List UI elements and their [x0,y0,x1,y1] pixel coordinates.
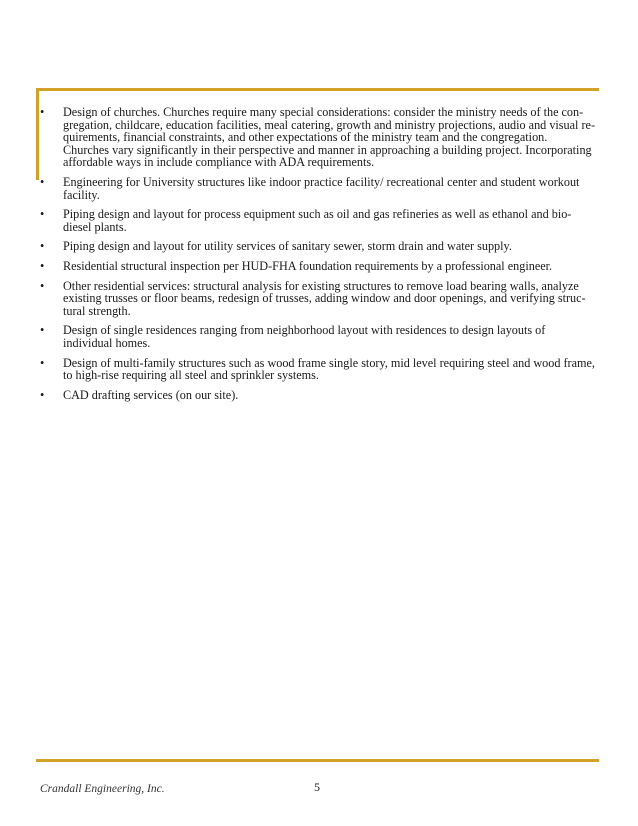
list-item: • Design of churches. Churches require many special considerations: consider the ministry needs of the con-gregation, childcare, education facilities, meal catering, growth and ministry projections, audio and visual re-quirements, financial constraints, and other expectations of the ministry team and the congregation. Churches vary significantly in their perspective and manner in approaching a building project. Incorporating affordable ways in include compliance with ADA requirements. [40,106,596,169]
list-item: • Engineering for University structures like indoor practice facility/ recreational center and student workout facility. [40,176,596,201]
list-item: • Residential structural inspection per HUD-FHA foundation requirements by a professional engineer. [40,260,596,273]
header-divider [36,88,599,91]
list-item: • Design of single residences ranging from neighborhood layout with residences to design layouts of individual homes. [40,324,596,349]
list-item: • Design of multi-family structures such as wood frame single story, mid level requiring steel and wood frame, to high-rise requiring all steel and sprinkler systems. [40,357,596,382]
services-section [40,106,596,408]
list-item: • CAD drafting services (on our site). [40,389,596,402]
side-accent-bar [36,88,39,180]
footer-divider [36,759,599,762]
page-number: 5 [314,780,320,794]
list-item: • Other residential services: structural analysis for existing structures to remove load bearing walls, analyze existing trusses or floor beams, redesign of trusses, adding window and door openings, and verifying struc-tural strength. [40,280,596,318]
footer-company-name: Crandall Engineering, Inc. [40,783,165,795]
services-list [40,106,596,401]
list-item: • Piping design and layout for utility services of sanitary sewer, storm drain and water supply. [40,240,596,253]
list-item: • Piping design and layout for process equipment such as oil and gas refineries as well as ethanol and bio-diesel plants. [40,208,596,233]
